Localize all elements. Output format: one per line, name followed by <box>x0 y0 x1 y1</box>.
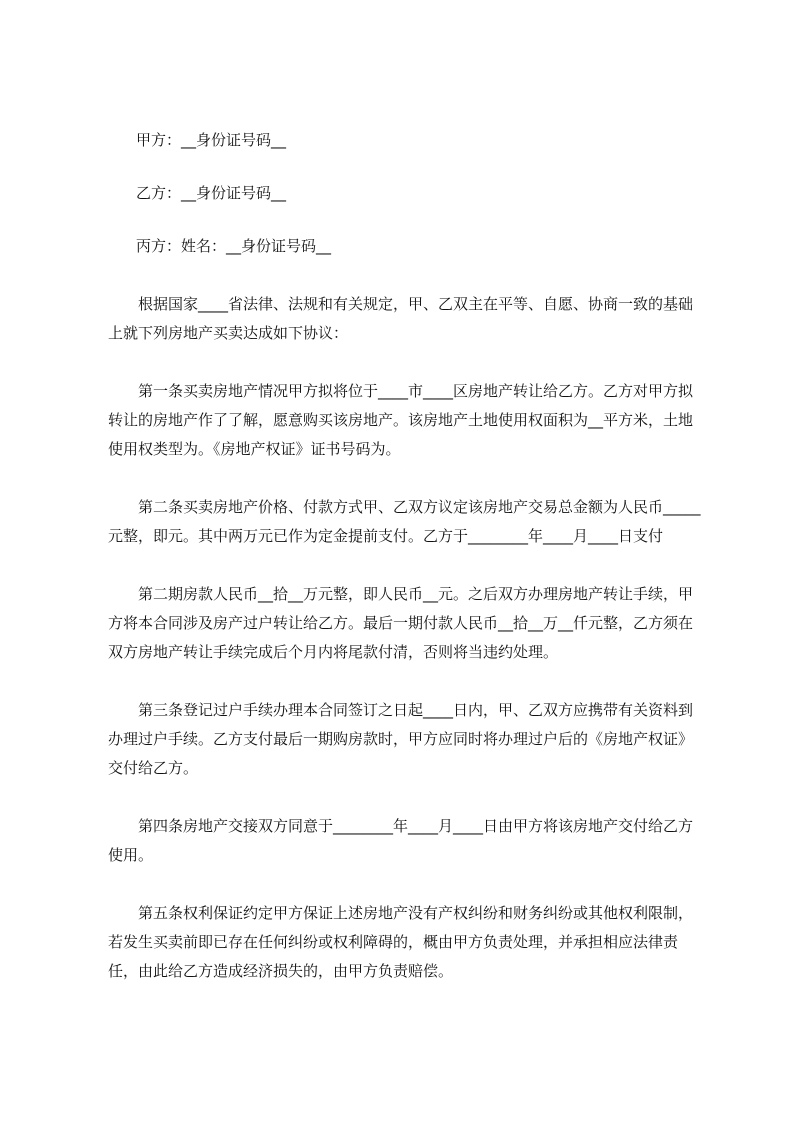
clause-3-paragraph: 第三条登记过户手续办理本合同签订之日起____日内，甲、乙双方应携带有关资料到办理过户手续。乙方支付最后一期购房款时，甲方应同时将办理过户后的《房地产权证》交付给乙方。 <box>108 701 694 777</box>
clause-4-paragraph: 第四条房地产交接双方同意于________年____月____日由甲方将该房地产交付给乙方使用。 <box>108 817 694 864</box>
preamble-paragraph: 根据国家____省法律、法规和有关规定，甲、乙双主在平等、自愿、协商一致的基础上就下列房地产买卖达成如下协议： <box>108 295 694 342</box>
party-a-line: 甲方：__身份证号码__ <box>136 131 287 149</box>
clause-5-paragraph: 第五条权利保证约定甲方保证上述房地产没有产权纠纷和财务纠纷或其他权利限制，若发生买卖前即已存在任何纠纷或权利障碍的，概由甲方负责处理，并承担相应法律责任，由此给乙方造成经济损失的，由甲方负责赔偿。 <box>108 904 694 980</box>
party-c-line: 丙方：姓名：__身份证号码__ <box>136 237 332 255</box>
document-body <box>108 126 704 986</box>
party-b-line: 乙方：__身份证号码__ <box>136 184 287 202</box>
clause-2-payment-paragraph: 第二期房款人民币__拾__万元整，即人民币__元。之后双方办理房地产转让手续，甲方将本合同涉及房产过户转让给乙方。最后一期付款人民币__拾__万__仟元整，乙方须在双方房地产转让手续完成后个月内将尾款付清，否则将当违约处理。 <box>108 585 694 661</box>
clause-2-paragraph: 第二条买卖房地产价格、付款方式甲、乙双方议定该房地产交易总金额为人民币_____元整，即元。其中两万元已作为定金提前支付。乙方于________年____月____日支付 <box>108 498 701 545</box>
clause-1-paragraph: 第一条买卖房地产情况甲方拟将位于____市____区房地产转让给乙方。乙方对甲方拟转让的房地产作了了解，愿意购买该房地产。该房地产土地使用权面积为__平方米，土地使用权类型为。《房地产权证》证书号码为。 <box>108 382 694 458</box>
